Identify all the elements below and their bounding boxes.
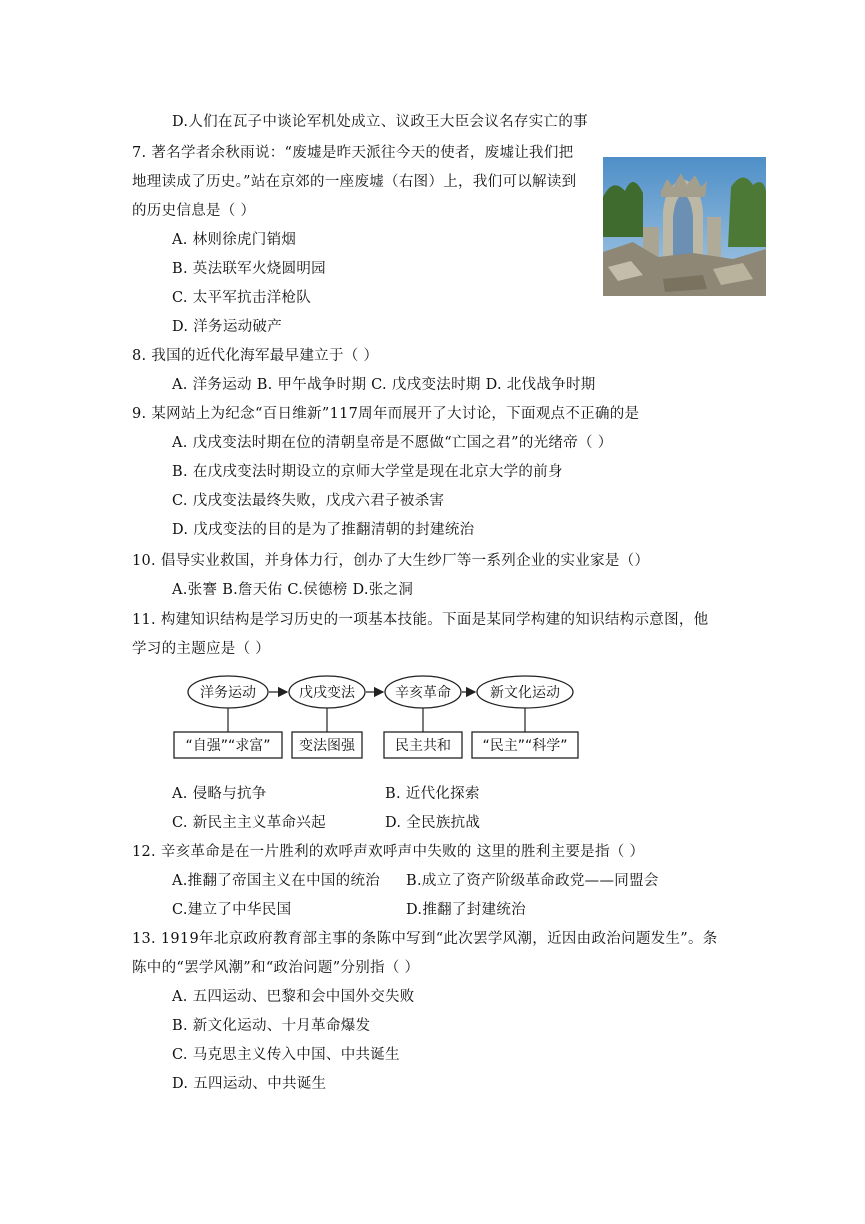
q12-stem: 12. 辛亥革命是在一片胜利的欢呼声欢呼声中失败的 这里的胜利主要是指（ ） <box>132 844 645 860</box>
q13-option-b: B. 新文化运动、十月革命爆发 <box>172 1018 371 1034</box>
q7-stem-line1: 7. 著名学者余秋雨说：“废墟是昨天派往今天的使者，废墟让我们把 <box>132 145 574 161</box>
q11-option-d: D. 全民族抗战 <box>385 815 481 831</box>
knowledge-structure-diagram <box>170 670 590 762</box>
q13-option-a: A. 五四运动、巴黎和会中国外交失败 <box>172 989 415 1005</box>
q7-stem-line2: 地理读成了历史。”站在京郊的一座废墟（右图）上，我们可以解读到 <box>132 174 577 190</box>
ruins-photo <box>603 157 766 296</box>
q12-option-a: A.推翻了帝国主义在中国的统治 <box>172 873 381 889</box>
q7-option-a: A. 林则徐虎门销烟 <box>172 232 297 248</box>
stage-label: 洋务运动 <box>200 685 256 701</box>
stage-label: 新文化运动 <box>490 685 560 701</box>
q13-stem-line1: 13. 1919年北京政府教育部主事的条陈中写到“此次罢学风潮，近因由政治问题发生”。条 <box>132 931 718 947</box>
q8-options: A. 洋务运动 B. 甲午战争时期 C. 戊戌变法时期 D. 北伐战争时期 <box>172 377 596 393</box>
q7-option-d: D. 洋务运动破产 <box>172 319 283 335</box>
q10-options: A.张謇 B.詹天佑 C.侯德榜 D.张之洞 <box>172 582 414 598</box>
q13-option-c: C. 马克思主义传入中国、中共诞生 <box>172 1047 400 1063</box>
q12-option-c: C.建立了中华民国 <box>172 902 292 918</box>
goal-label: “自强”“求富” <box>185 738 271 754</box>
q9-option-c: C. 戊戌变法最终失败，戊戌六君子被杀害 <box>172 493 445 509</box>
q11-option-a: A. 侵略与抗争 <box>172 786 267 802</box>
q13-stem-line2: 陈中的“罢学风潮”和“政治问题”分别指（ ） <box>132 960 420 976</box>
stage-label: 戊戌变法 <box>299 685 355 701</box>
goal-label: “民主”“科学” <box>482 738 568 754</box>
q7-option-b: B. 英法联军火烧圆明园 <box>172 261 326 277</box>
q10-stem: 10. 倡导实业救国，并身体力行，创办了大生纱厂等一系列企业的实业家是（） <box>132 553 650 569</box>
q9-option-d: D. 戊戌变法的目的是为了推翻清朝的封建统治 <box>172 522 475 538</box>
q12-option-b: B.成立了资产阶级革命政党——同盟会 <box>406 873 659 889</box>
q9-option-b: B. 在戊戌变法时期设立的京师大学堂是现在北京大学的前身 <box>172 464 563 480</box>
q8-stem: 8. 我国的近代化海军最早建立于（ ） <box>132 348 379 364</box>
q13-option-d: D. 五四运动、中共诞生 <box>172 1076 327 1092</box>
q6-option-d: D.人们在瓦子中谈论军机处成立、议政王大臣会议名存实亡的事 <box>172 114 588 130</box>
q11-stem-line1: 11. 构建知识结构是学习历史的一项基本技能。下面是某同学构建的知识结构示意图，他 <box>132 612 709 628</box>
stage-label: 辛亥革命 <box>395 685 451 701</box>
q9-stem: 9. 某网站上为纪念“百日维新”117周年而展开了大讨论，下面观点不正确的是 <box>132 406 640 422</box>
q7-stem-line3: 的历史信息是（ ） <box>132 203 256 219</box>
q7-option-c: C. 太平军抗击洋枪队 <box>172 290 312 306</box>
q11-option-c: C. 新民主主义革命兴起 <box>172 815 326 831</box>
goal-label: 民主共和 <box>395 738 451 754</box>
goal-label: 变法图强 <box>299 738 355 754</box>
q11-option-b: B. 近代化探索 <box>385 786 480 802</box>
q12-option-d: D.推翻了封建统治 <box>406 902 526 918</box>
q11-stem-line2: 学习的主题应是（ ） <box>132 641 271 657</box>
q9-option-a: A. 戊戌变法时期在位的清朝皇帝是不愿做“亡国之君”的光绪帝（ ） <box>172 435 613 451</box>
